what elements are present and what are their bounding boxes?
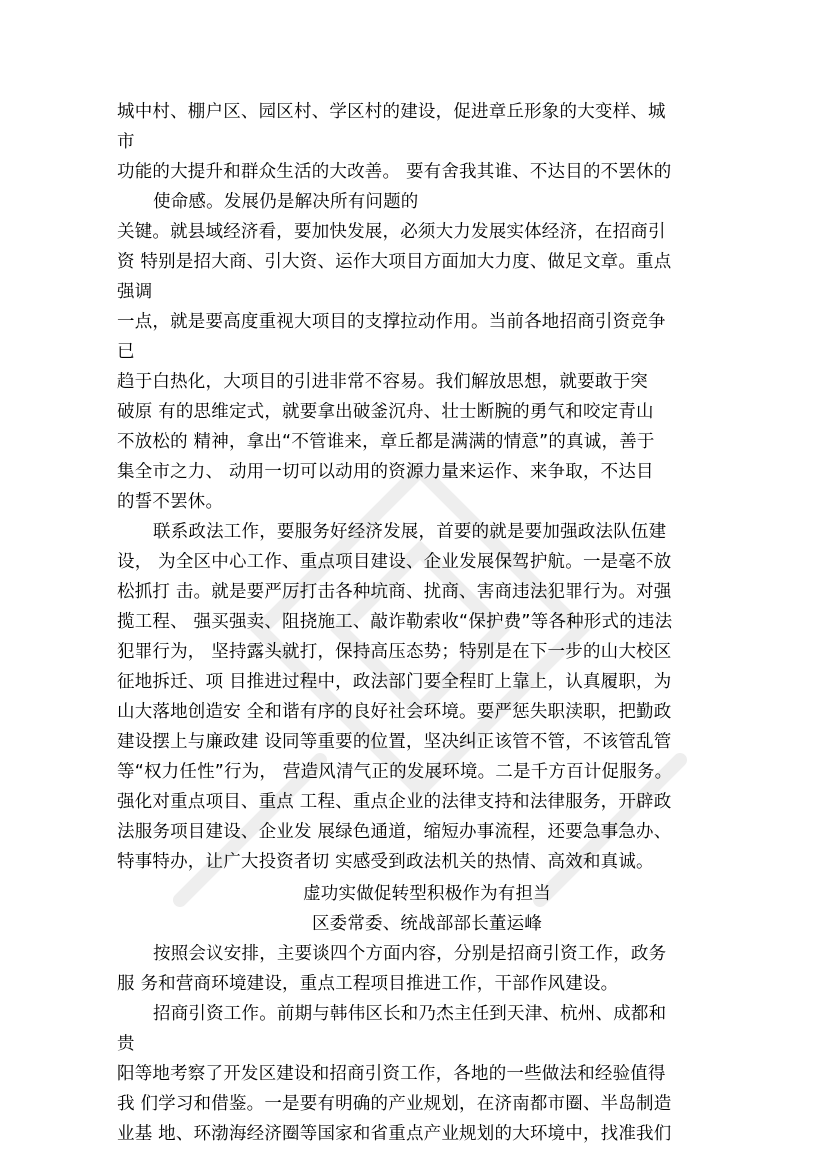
author-line: 区委常委、统战部部长董运峰 [311, 914, 543, 934]
section-heading: 虚功实做促转型积极作为有担当 [303, 884, 551, 904]
text-line: 城中村、棚户区、园区村、学区村的建设，促进章丘形象的大变样、城 [117, 102, 666, 122]
text-line: 征地拆迁、项 目推进过程中，政法部门要全程盯上靠上，认真履职，为 [117, 672, 672, 692]
text-line: 业基 地、环渤海经济圈等国家和省重点产业规划的大环境中，找准我们 [117, 1124, 672, 1144]
text-line: 已 [117, 342, 135, 362]
text-line: 等“权力任性”行为， 营造风清气正的发展环境。二是千方百计促服务。 [117, 762, 673, 782]
text-line: 松抓打 击。就是要严厉打击各种坑商、扰商、害商违法犯罪行为。对强 [117, 582, 672, 602]
text-line: 趋于白热化，大项目的引进非常不容易。我们解放思想，就要敢于突 [117, 372, 648, 392]
text-line: 犯罪行为， 坚持露头就打，保持高压态势；特别是在下一步的山大校区 [117, 642, 672, 662]
text-line: 揽工程、 强买强卖、阻挠施工、敲诈勒索收“保护费”等各种形式的违法 [117, 612, 673, 632]
text-line: 的誓不罢休。 [117, 492, 224, 512]
text-line: 阳等地考察了开发区建设和招商引资工作，各地的一些做法和经验值得 [117, 1064, 666, 1084]
text-line: 设， 为全区中心工作、重点项目建设、企业发展保驾护航。一是毫不放 [117, 552, 672, 572]
text-line: 功能的大提升和群众生活的大改善。 要有舍我其谁、不达目的不罢休的 [117, 162, 672, 182]
text-line: 一点，就是要高度重视大项目的支撑拉动作用。当前各地招商引资竞争 [117, 312, 666, 332]
text-line: 建设摆上与廉政建 设同等重要的位置，坚决纠正该管不管，不该管乱管 [117, 732, 672, 752]
text-line: 强调 [117, 282, 153, 302]
text-line: 市 [117, 132, 135, 152]
text-line: 我 们学习和借鉴。一是要有明确的产业规划，在济南都市圈、半岛制造 [117, 1094, 672, 1114]
text-line: 服 务和营商环境建设，重点工程项目推进工作，干部作风建设。 [117, 974, 619, 994]
text-line: 资 特别是招大商、引大资、运作大项目方面加大力度、做足文章。重点 [117, 252, 672, 272]
text-line: 关键。就县域经济看，要加快发展，必须大力发展实体经济，在招商引 [117, 222, 666, 242]
text-line: 强化对重点项目、重点 工程、重点企业的法律支持和法律服务，开辟政 [117, 792, 672, 812]
text-line: 联系政法工作，要服务好经济发展，首要的就是要加强政法队伍建 [153, 522, 667, 542]
text-line: 贵 [117, 1034, 135, 1054]
document-body [117, 97, 737, 1149]
text-line: 不放松的 精神，拿出“不管谁来，章丘都是满满的情意”的真诚，善于 [117, 432, 655, 452]
text-line: 特事特办，让广大投资者切 实感受到政法机关的热情、高效和真诚。 [117, 852, 654, 872]
text-line: 破原 有的思维定式，就要拿出破釜沉舟、壮士断腕的勇气和咬定青山 [117, 402, 654, 422]
text-line: 山大落地创造安 全和谐有序的良好社会环境。要严惩失职渎职，把勤政 [117, 702, 672, 722]
text-line: 招商引资工作。前期与韩伟区长和乃杰主任到天津、杭州、成都和 [153, 1004, 667, 1024]
text-line: 使命感。发展仍是解决所有问题的 [153, 192, 419, 212]
text-line: 按照会议安排，主要谈四个方面内容，分别是招商引资工作，政务 [153, 944, 667, 964]
text-line: 集全市之力、 动用一切可以动用的资源力量来运作、来争取，不达目 [117, 462, 654, 482]
text-line: 法服务项目建设、企业发 展绿色通道，缩短办事流程，还要急事急办、 [117, 822, 672, 842]
